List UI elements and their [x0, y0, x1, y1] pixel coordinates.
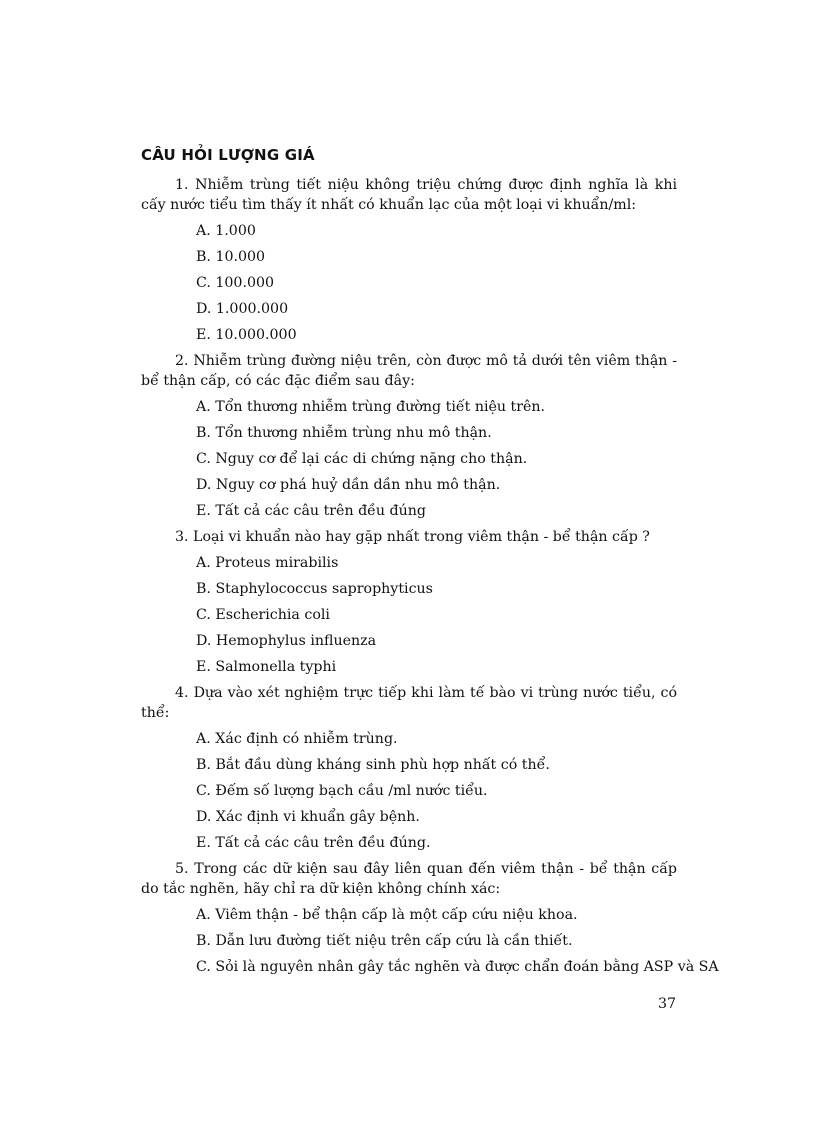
answer-option: C. Escherichia coli [196, 607, 330, 623]
answer-option: C. Nguy cơ để lại các di chứng nặng cho thận. [196, 451, 528, 467]
question-1 [141, 175, 677, 345]
answer-option: A. Xác định có nhiễm trùng. [196, 731, 398, 747]
answer-option: E. 10.000.000 [196, 327, 297, 343]
question-text: 4. Dựa vào xét nghiệm trực tiếp khi làm tế bào vi trùng nước tiểu, có thể: [141, 685, 677, 721]
question-5 [141, 859, 719, 977]
answer-option: C. 100.000 [196, 275, 275, 291]
question-text: 1. Nhiễm trùng tiết niệu không triệu chứng được định nghĩa là khi cấy nước tiểu tìm thấy ít nhất có khuẩn lạc của một loại vi khuẩn/ml: [141, 177, 677, 213]
question-text: 5. Trong các dữ kiện sau đây liên quan đến viêm thận - bể thận cấp do tắc nghẽn, hãy chỉ ra dữ kiện không chính xác: [141, 861, 677, 897]
answer-option: C. Đếm số lượng bạch cầu /ml nước tiểu. [196, 783, 488, 799]
answer-option: D. Hemophylus influenza [196, 633, 377, 649]
answer-option: B. Staphylococcus saprophyticus [196, 581, 433, 597]
answer-option: E. Tất cả các câu trên đều đúng. [196, 835, 431, 851]
question-4 [141, 683, 677, 853]
answer-option: D. 1.000.000 [196, 301, 289, 317]
answer-option: A. 1.000 [196, 223, 256, 239]
answer-option: B. Bắt đầu dùng kháng sinh phù hợp nhất có thể. [196, 757, 550, 773]
answer-option: A. Tổn thương nhiễm trùng đường tiết niệu trên. [196, 399, 546, 415]
answer-option: D. Xác định vi khuẩn gây bệnh. [196, 809, 420, 825]
question-text: 3. Loại vi khuẩn nào hay gặp nhất trong viêm thận - bể thận cấp ? [175, 529, 650, 545]
page-number: 37 [657, 996, 676, 1012]
answer-option: E. Tất cả các câu trên đều đúng [196, 503, 426, 519]
answer-option: A. Viêm thận - bể thận cấp là một cấp cứu niệu khoa. [196, 907, 578, 923]
answer-option: B. 10.000 [196, 249, 266, 265]
question-text: 2. Nhiễm trùng đường niệu trên, còn được mô tả dưới tên viêm thận - bể thận cấp, có các đặc điểm sau đây: [141, 353, 677, 389]
question-list [141, 175, 719, 983]
question-3 [141, 527, 677, 677]
answer-option: B. Dẫn lưu đường tiết niệu trên cấp cứu là cần thiết. [196, 933, 573, 949]
answer-option: A. Proteus mirabilis [196, 555, 339, 571]
section-title: CÂU HỎI LƯỢNG GIÁ [141, 146, 315, 164]
answer-option: B. Tổn thương nhiễm trùng nhu mô thận. [196, 425, 492, 441]
answer-option: C. Sỏi là nguyên nhân gây tắc nghẽn và được chẩn đoán bằng ASP và SA [196, 959, 719, 975]
answer-option: E. Salmonella typhi [196, 659, 337, 675]
question-2 [141, 351, 677, 521]
answer-option: D. Nguy cơ phá huỷ dần dần nhu mô thận. [196, 477, 501, 493]
